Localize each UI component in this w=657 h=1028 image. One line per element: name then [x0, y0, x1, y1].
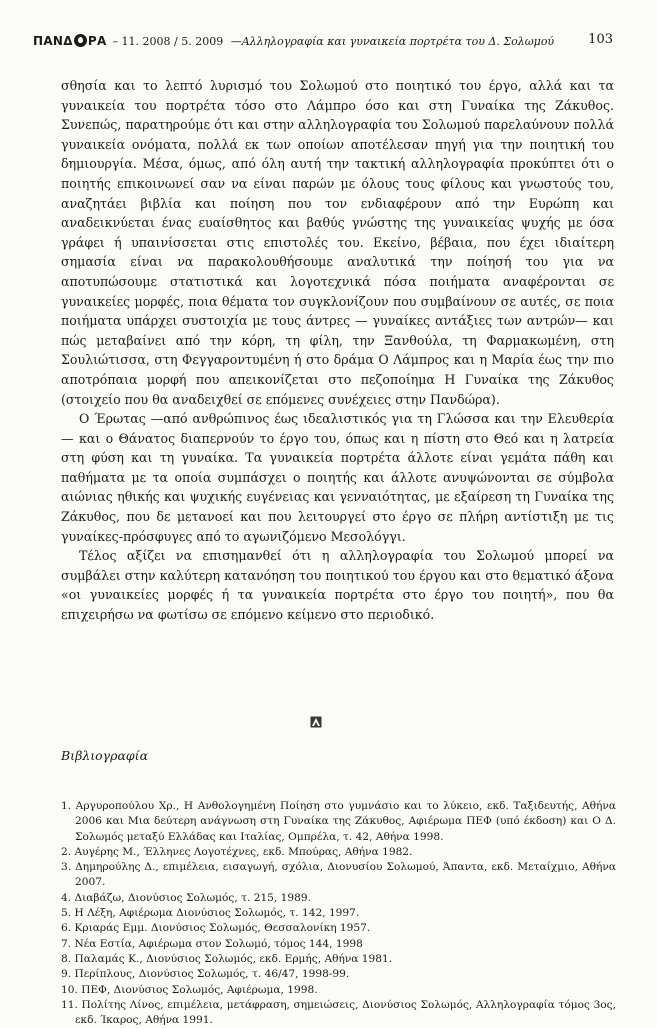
body-paragraph: Τέλος αξίζει να επισημανθεί ότι η αλληλογραφία του Σολωμού μπορεί να συμβάλει στην καλύτερη κατανόηση του ποιητικού του έργου και στο θεματικό άξονα «οι γυναικείες μορφές ή τα γυναικεία πορτρέτα στο έργο του ποιητή», που θα επιχειρήσω να φωτίσω σε επόμενο κείμενο στο περιοδικό. [61, 548, 614, 623]
bibliography-item: 10. ΠΕΦ, Διονύσιος Σολωμός, Αφιέρωμα, 1998. [61, 983, 318, 996]
pandora-logo-icon [74, 34, 87, 47]
bibliography-item: 3. Δημηρούλης Δ., επιμέλεια, εισαγωγή, σχόλια, Διονυσίου Σολωμού, Άπαντα, εκδ. Μεταίχμιο, Αθήνα 2007. [61, 861, 616, 889]
running-title: —Αλληλογραφία και γυναικεία πορτρέτα του Δ. Σολωμού [230, 35, 555, 48]
bibliography-list [61, 799, 616, 1028]
running-header [33, 34, 613, 56]
bibliography-heading: Βιβλιογραφία [61, 748, 149, 763]
bibliography-item: 7. Νέα Εστία, Αφιέρωμα στον Σολωμό, τόμος 144, 1998 [61, 937, 363, 950]
page-number: 103 [588, 32, 613, 47]
bibliography-item: 2. Αυγέρης Μ., Έλληνες Λογοτέχνες, εκδ. Μπούρας, Αθήνα 1982. [61, 845, 413, 858]
bibliography-item: 4. Διαβάζω, Διονύσιος Σολωμός, τ. 215, 1989. [61, 891, 311, 904]
bibliography-item: 6. Κριαράς Εμμ. Διονύσιος Σολωμός, Θεσσαλονίκη 1957. [61, 922, 371, 935]
body-paragraph: Ο Έρωτας —από ανθρώπινος έως ιδεαλιστικός για τη Γλώσσα και την Ελευθερία— και ο Θάνατος διαπερνούν το έργο του, όπως και η πίστη στο Θεό και η λατρεία στη φύση και τη γυναίκα. Τα γυναικεία πορτρέτα άλλοτε είναι γεμάτα πάθη και παθήματα με τα οποία συμπάσχει ο ποιητής και άλλοτε ανυψώνονται σε σύμβολα αιώνιας ηθικής και ψυχικής ευγένειας και γενναιότητας, με εξαίρεση τη Γυναίκα της Ζάκυθος, που δε μετανοεί και που λειτουργεί στο έργο σε πλήρη αντίστιξη με τις γυναίκες-πρόσφυγες από το αγωνιζόμενο Μεσολόγγι. [61, 411, 614, 544]
issue-range: – 11. 2008 / 5. 2009 [112, 35, 224, 48]
bibliography-item: 5. Η Λέξη, Αφιέρωμα Διονύσιος Σολωμός, τ. 142, 1997. [61, 907, 360, 920]
bibliography-item: 11. Πολίτης Λίνος, επιμέλεια, μετάφραση, σημειώσεις, Διονύσιος Σολωμός, Αλληλογραφία τόμος 3ος, εκδ. Ίκαρος, Αθήνα 1991. [61, 998, 616, 1027]
bibliography-item: 9. Περίπλους, Διονύσιος Σολωμός, τ. 46/47, 1998-99. [61, 968, 350, 981]
bibliography-item: 8. Παλαμάς Κ., Διονύσιος Σολωμός, εκδ. Ερμής, Αθήνα 1981. [61, 952, 393, 965]
article-body [61, 76, 614, 625]
pandora-ornament-icon [310, 716, 322, 728]
bibliography-item: 1. Αργυροπούλου Χρ., Η Ανθολογημένη Ποίηση στο γυμνάσιο και το λύκειο, εκδ. Ταξιδευτής, Αθήνα 2006 και Μια δεύτερη ανάγνωση στη Γυναίκα της Ζάκυθος, Αφιέρωμα ΠΕΦ (υπό έκδοση) και Ο Δ. Σολωμός μεταξύ Ελλάδας και Ιταλίας, Ομπρέλα, τ. 42, Αθήνα 1998. [61, 800, 616, 843]
body-paragraph: σθησία και το λεπτό λυρισμό του Σολωμού στο ποιητικό του έργο, αλλά και τα γυναικεία του πορτρέτα τόσο στο Λάμπρο όσο και στη Γυναίκα της Ζάκυθος. Συνεπώς, παρατηρούμε ότι και στην αλληλογραφία του Σολωμού παρελαύνουν πολλά γυναικεία ονόματα, πολλά εκ των οποίων αποτέλεσαν πηγή για την ποιητική του δημιουργία. Μέσα, όμως, από όλη αυτή την τακτική αλληλογραφία προκύπτει ότι ο ποιητής επικοινωνεί σαν να είναι παρών με όλους τους φίλους και γνωστούς του, αναζητάει βιβλία και ποίηση που τον ενδιαφέρουν από την Ευρώπη και αναδεικνύεται ένας ευαίσθητος και βαθύς γνώστης της γυναικείας ψυχής με όσα γράφει ή υπαινίσσεται στις επιστολές του. Εκείνο, βέβαια, που έχει ιδιαίτερη σημασία είναι να παρακολουθήσουμε αναλυτικά την ποίησή του για να αποτυπώσουμε στατιστικά και λογοτεχνικά πόσα ποιήματα αναφέρονται σε γυναικείες μορφές, ποια θέματα τον συγκλονίζουν που συμβαίνουν σε αυτές, σε ποια ποιήματα υπάρχει συστοιχία με τους άντρες — γυναίκες αντάξιες των αντρών— και πώς μεταβαίνει από την κόρη, τη φίλη, την Ξανθούλα, τη Φαρμακωμένη, στη Σουλιώτισσα, στη Φεγγαροντυμένη ή στο δράμα Ο Λάμπρος και η Μαρία έως την πιο αποτρόπαια μορφή που απεικονίζεται στο πεζοποίημα Η Γυναίκα της Ζάκυθος (στοιχείο που θα αναδειχθεί σε επόμενες συνέχειες στην Πανδώρα). [61, 78, 614, 407]
journal-logo: ΠΑΝΔ ΡΑ [33, 34, 107, 48]
